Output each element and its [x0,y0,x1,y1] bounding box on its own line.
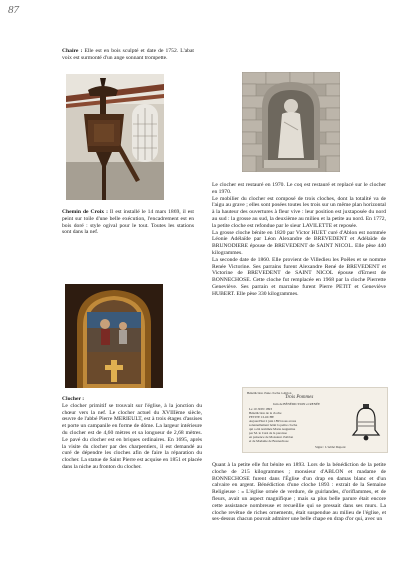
postcard-line: et de Madame de Bonnechose [249,439,289,443]
postcard-title: Trois Pommes [285,395,314,400]
postcard-line: Aujourd'hui 2 juin 1893 nous avons [249,419,297,423]
postcard-line: PETITE CLOCHE [249,415,274,419]
chemin-caption [62,209,194,236]
clocher-text: Le clocher primitif se trouvait sur l'église, à la jonction du chœur vers la nef. Le clocher actuel du XVIIIème siècle, œuvre de l'abbé Pierre MERIEULT, est à trois étages d'assises et porte un campanile en forme de dôme. La largeur intérieure du clocher est de 4,60 mètres et sa longueur de 2,68 mètres. Le pavé du clocher est en briques ordinaires. En 1695, après la visite du clocher par des charpentiers, il est demandé au curé de dépendre les cloches afin de faire la réparation du clocher. La statue de Saint Pierre est acquise en 1851 et placée dans la niche au fronton du clocher. [62,402,202,470]
right-column-text-top [212,182,386,298]
postcard-line: Le 10 JUIN 1893 [249,407,272,411]
clocher-title: Clocher : [62,396,85,402]
paragraph-bells-furniture: Le mobilier du clocher est composé de trois cloches, dont la totalité va de l'aigu au grave ; elles sont posées toutes les trois sur un même plan horizontal à la hauteur des ouvertures à fleur vive : leur position est juxtaposée du nord au sud : la grosse au sud, la deuxième au milieu et la petite au nord. En 1772, la petite cloche est refondue par le sieur LAVILETTE et reposée. [212,195,386,229]
bell-icon [349,402,383,442]
stations-photo [65,284,163,388]
paragraph-big-bell: La grosse cloche bénite en 1820 par Victor HUET curé d'Ablon est nommée Léonie Adélaïde par Léon Alexandre de BREVEDENT et Adélaïde de BRUNODIERE épouse de BREVEDENT de SAINT NICOL. Elle pèse 440 kilogrammes. [212,229,386,256]
statue-illustration [242,72,340,172]
paragraph-restoration: Le clocher est restauré en 1970. Le coq est restauré et replacé sur le clocher en 1970. [212,182,386,195]
paragraph-second-bell: La seconde date de 1860. Elle provient de Villedieu les Poêles et se nomme Renée Victorine. Ses parrains furent Alexandre René de BREVEDENT et Victorine de BREVEDENT de SAINT NICOL épouse d'Ernest de BONNECHOSE. Cette cloche fut remplacée en 1968 par la cloche Pierrette Geneviève. Ses parrain et marraine furent Pierre PETIT et Geneviève HUBERT. Elle pèse 330 kilogrammes. [212,256,386,297]
chaire-title: Chaire : [62,48,83,54]
chemin-title: Chemin de Croix : [62,209,108,215]
paragraph-small-bell: Quant à la petite elle fut bénite en 1893. Lors de la bénédiction de la petite cloche de 215 kilogrammes ; monsieur d'ABLON et madame de BONNECHOSE furent dans l'Église d'un drap en damas blanc et d'un calvaire en argent. Bénédiction d'une cloche 1893 : extrait de la Semaine Religieuse : « L'église ornée de verdure, de guirlandes, d'oriflammes, et de fleurs, avait un aspect magnifique ; mais sa plus belle parure était encore cette assistance nombreuse et recueillie qui se pressait dans ses murs. La cloche revêtue de riches ornements, était suspendue au milieu de l'église, et ses-dessus chacun pouvait admirer une belle chape en drap d'or qui, avec un [212,462,386,523]
chemin-text: Il est installé le 14 mars 1869, il est peint sur toile d'une belle exécution, l'encadrement est en bois doré : style ogival pour le tout. Toutes les stations sont dans la nef. [62,209,194,236]
chaire-caption [62,48,194,62]
page-number: 87 [8,4,19,16]
station-painting-illustration [65,284,163,388]
postcard-line: qui a été nommée Marie Augustine [249,427,296,431]
clocher-caption [62,396,202,471]
postcard-signature: Signé : L'Abbé Dupont [315,445,346,449]
chaire-text: Elle est en bois sculpté et date de 1752. L'abat voix est surmonté d'un ange sonnant trompette. [62,48,194,61]
postcard-line: en présence de Monsieur d'Ablon [249,435,294,439]
postcard-line: solennellement bénit la petite cloche [249,423,298,427]
postcard-line: par M. le Curé de la paroisse [249,431,287,435]
postcard-line: Bénédiction de la cloche [249,411,282,415]
postcard-header: Bénédiction d'une cloche à Ablon [247,391,292,395]
pulpit-illustration [66,74,164,200]
pulpit-photo [66,74,164,200]
statue-niche-photo [242,72,340,172]
blessing-postcard [242,387,388,453]
postcard-subtitle: Juin de BÉNÉDICTION et RENÉE [273,402,321,406]
